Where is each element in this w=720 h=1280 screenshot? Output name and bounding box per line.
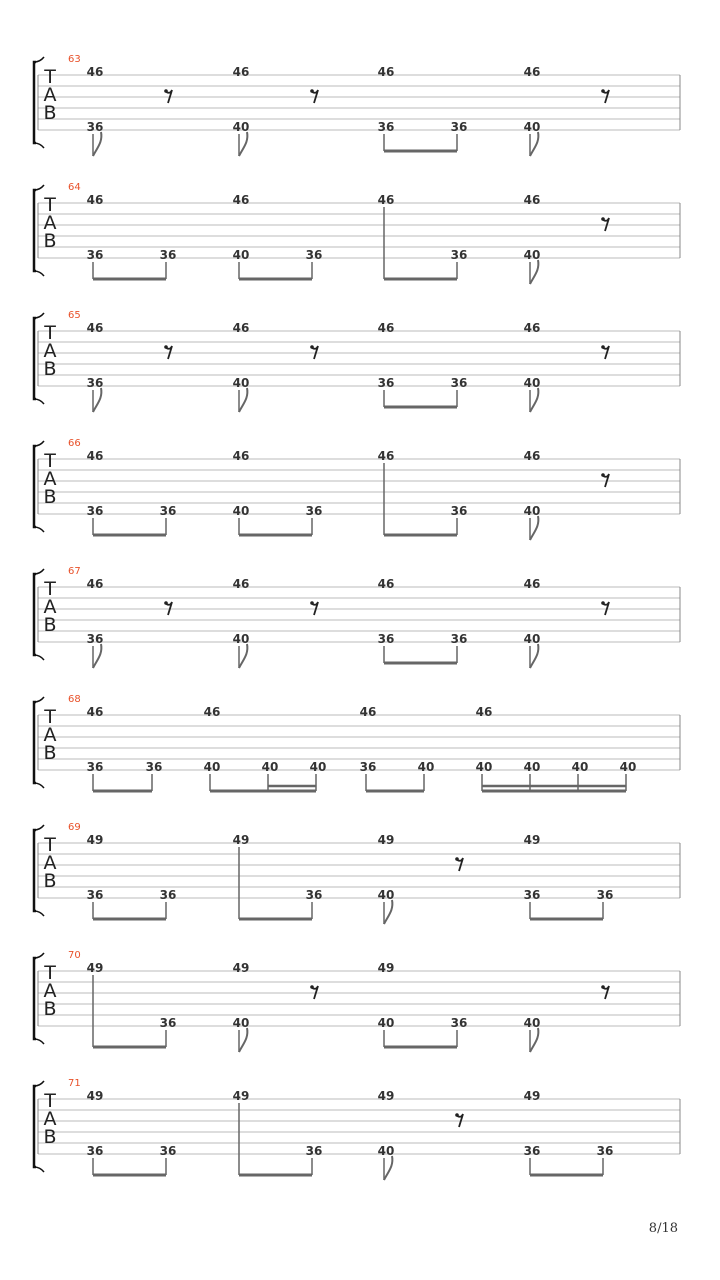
tab-clef-letter: B [43, 358, 57, 380]
fret-number: 40 [523, 504, 541, 518]
tab-system-69 [34, 822, 680, 924]
fret-number: 46 [86, 321, 104, 335]
bracket-top-hook [34, 697, 44, 702]
fret-number: 40 [523, 120, 541, 134]
system-bracket [34, 702, 36, 783]
bracket-top-hook [34, 953, 44, 958]
measure-number: 68 [68, 694, 81, 705]
fret-number: 46 [203, 705, 221, 719]
tab-clef-letter: T [44, 578, 56, 600]
tab-clef-letter: A [43, 852, 57, 874]
fret-number: 49 [86, 1089, 104, 1103]
tab-clef-letter: B [43, 230, 57, 252]
tab-clef-letter: A [43, 212, 57, 234]
measure-number: 69 [68, 822, 81, 833]
tab-clef-letter: A [43, 1108, 57, 1130]
measure-number: 67 [68, 566, 81, 577]
rest-dot [310, 985, 314, 989]
fret-number: 49 [86, 833, 104, 847]
system-bracket [34, 958, 36, 1039]
fret-number: 46 [523, 193, 541, 207]
system-bracket [34, 830, 36, 911]
tab-system-71 [34, 1078, 680, 1180]
tab-clef-letter: A [43, 980, 57, 1002]
fret-number: 40 [232, 248, 250, 262]
fret-number: 36 [159, 1144, 177, 1158]
bracket-top-hook [34, 313, 44, 318]
note-flag [239, 644, 247, 668]
note-flag [530, 388, 538, 412]
tab-clef-letter: T [44, 66, 56, 88]
fret-number: 40 [203, 760, 221, 774]
fret-number: 40 [232, 504, 250, 518]
fret-number: 49 [232, 961, 250, 975]
fret-number: 46 [377, 321, 395, 335]
rest-dot [601, 89, 605, 93]
measure-number: 66 [68, 438, 81, 449]
tab-clef-letter: A [43, 596, 57, 618]
fret-number: 46 [523, 577, 541, 591]
note-flag [239, 1028, 247, 1052]
fret-number: 36 [596, 888, 614, 902]
tab-system-68 [34, 694, 680, 791]
fret-number: 36 [523, 1144, 541, 1158]
system-bracket [34, 318, 36, 399]
note-flag [239, 132, 247, 156]
tab-clef-letter: B [43, 1126, 57, 1148]
fret-number: 40 [232, 376, 250, 390]
system-bracket [34, 1086, 36, 1167]
tab-clef-letter: T [44, 450, 56, 472]
fret-number: 36 [145, 760, 163, 774]
fret-number: 36 [159, 248, 177, 262]
fret-number: 46 [475, 705, 493, 719]
fret-number: 36 [86, 760, 104, 774]
tab-system-65 [34, 310, 680, 412]
fret-number: 40 [232, 632, 250, 646]
fret-number: 36 [305, 1144, 323, 1158]
fret-number: 36 [377, 632, 395, 646]
fret-number: 36 [450, 632, 468, 646]
measure-number: 65 [68, 310, 81, 321]
tab-clef-letter: B [43, 742, 57, 764]
note-flag [530, 132, 538, 156]
bracket-bottom-hook [34, 783, 44, 788]
tab-clef-letter: B [43, 998, 57, 1020]
bracket-bottom-hook [34, 911, 44, 916]
fret-number: 40 [619, 760, 637, 774]
tab-clef-letter: T [44, 322, 56, 344]
fret-number: 46 [377, 193, 395, 207]
tab-clef-letter: A [43, 84, 57, 106]
fret-number: 49 [377, 1089, 395, 1103]
rest-dot [601, 601, 605, 605]
bracket-bottom-hook [34, 143, 44, 148]
measure-number: 70 [68, 950, 81, 961]
note-flag [93, 132, 101, 156]
fret-number: 36 [159, 888, 177, 902]
fret-number: 36 [86, 888, 104, 902]
rest-dot [164, 89, 168, 93]
fret-number: 46 [86, 705, 104, 719]
note-flag [530, 260, 538, 284]
fret-number: 40 [232, 120, 250, 134]
rest-dot [310, 601, 314, 605]
fret-number: 36 [86, 504, 104, 518]
rest-dot [601, 473, 605, 477]
bracket-top-hook [34, 441, 44, 446]
tab-clef-letter: B [43, 614, 57, 636]
fret-number: 36 [450, 248, 468, 262]
fret-number: 40 [377, 1016, 395, 1030]
bracket-bottom-hook [34, 399, 44, 404]
fret-number: 46 [232, 65, 250, 79]
fret-number: 36 [450, 504, 468, 518]
fret-number: 36 [159, 504, 177, 518]
fret-number: 46 [232, 577, 250, 591]
rest-dot [164, 345, 168, 349]
fret-number: 36 [305, 248, 323, 262]
measure-number: 71 [68, 1078, 81, 1089]
fret-number: 46 [86, 577, 104, 591]
fret-number: 49 [86, 961, 104, 975]
fret-number: 46 [523, 449, 541, 463]
tab-clef-letter: T [44, 194, 56, 216]
tab-clef-letter: B [43, 102, 57, 124]
tab-clef-letter: B [43, 870, 57, 892]
fret-number: 36 [377, 376, 395, 390]
fret-number: 49 [232, 833, 250, 847]
fret-number: 36 [86, 1144, 104, 1158]
tab-system-70 [34, 950, 680, 1052]
note-flag [384, 1156, 392, 1180]
bracket-bottom-hook [34, 527, 44, 532]
fret-number: 36 [359, 760, 377, 774]
fret-number: 40 [377, 888, 395, 902]
fret-number: 46 [377, 577, 395, 591]
tab-system-67 [34, 566, 680, 668]
fret-number: 46 [523, 321, 541, 335]
tab-clef-letter: A [43, 340, 57, 362]
tab-clef-letter: T [44, 706, 56, 728]
rest-dot [601, 345, 605, 349]
tab-clef-letter: A [43, 468, 57, 490]
fret-number: 49 [523, 833, 541, 847]
bracket-bottom-hook [34, 271, 44, 276]
fret-number: 46 [232, 449, 250, 463]
fret-number: 40 [523, 376, 541, 390]
fret-number: 40 [377, 1144, 395, 1158]
fret-number: 36 [450, 1016, 468, 1030]
fret-number: 40 [523, 632, 541, 646]
bracket-bottom-hook [34, 1167, 44, 1172]
fret-number: 40 [309, 760, 327, 774]
tab-clef-letter: T [44, 834, 56, 856]
bracket-top-hook [34, 569, 44, 574]
fret-number: 36 [86, 632, 104, 646]
tab-clef-letter: T [44, 1090, 56, 1112]
note-flag [384, 900, 392, 924]
note-flag [93, 388, 101, 412]
tab-system-66 [34, 438, 680, 540]
fret-number: 46 [377, 65, 395, 79]
bracket-bottom-hook [34, 1039, 44, 1044]
fret-number: 40 [523, 248, 541, 262]
fret-number: 40 [523, 1016, 541, 1030]
fret-number: 40 [571, 760, 589, 774]
fret-number: 36 [86, 248, 104, 262]
fret-number: 40 [232, 1016, 250, 1030]
note-flag [239, 388, 247, 412]
rest-dot [601, 217, 605, 221]
system-bracket [34, 446, 36, 527]
fret-number: 40 [261, 760, 279, 774]
bracket-top-hook [34, 57, 44, 62]
fret-number: 49 [377, 833, 395, 847]
note-flag [93, 644, 101, 668]
fret-number: 36 [305, 888, 323, 902]
system-bracket [34, 574, 36, 655]
bracket-top-hook [34, 825, 44, 830]
fret-number: 36 [596, 1144, 614, 1158]
fret-number: 46 [86, 65, 104, 79]
fret-number: 46 [232, 193, 250, 207]
rest-dot [310, 89, 314, 93]
fret-number: 46 [86, 449, 104, 463]
fret-number: 46 [232, 321, 250, 335]
fret-number: 36 [159, 1016, 177, 1030]
fret-number: 40 [417, 760, 435, 774]
fret-number: 36 [86, 376, 104, 390]
fret-number: 46 [523, 65, 541, 79]
fret-number: 36 [450, 120, 468, 134]
tab-clef-letter: A [43, 724, 57, 746]
tab-clef-letter: T [44, 962, 56, 984]
bracket-top-hook [34, 185, 44, 190]
fret-number: 46 [359, 705, 377, 719]
fret-number: 40 [475, 760, 493, 774]
fret-number: 36 [523, 888, 541, 902]
fret-number: 49 [232, 1089, 250, 1103]
rest-dot [455, 857, 459, 861]
fret-number: 36 [450, 376, 468, 390]
fret-number: 49 [523, 1089, 541, 1103]
tab-system-64 [34, 182, 680, 284]
fret-number: 36 [305, 504, 323, 518]
measure-number: 63 [68, 54, 81, 65]
fret-number: 36 [86, 120, 104, 134]
system-bracket [34, 62, 36, 143]
fret-number: 46 [86, 193, 104, 207]
rest-dot [164, 601, 168, 605]
fret-number: 46 [377, 449, 395, 463]
fret-number: 49 [377, 961, 395, 975]
page-number: 8/18 [648, 1221, 678, 1236]
tab-system-63 [34, 54, 680, 156]
bracket-top-hook [34, 1081, 44, 1086]
rest-dot [455, 1113, 459, 1117]
bracket-bottom-hook [34, 655, 44, 660]
note-flag [530, 644, 538, 668]
fret-number: 40 [523, 760, 541, 774]
measure-number: 64 [68, 182, 81, 193]
rest-dot [310, 345, 314, 349]
rest-dot [601, 985, 605, 989]
note-flag [530, 516, 538, 540]
note-flag [530, 1028, 538, 1052]
fret-number: 36 [377, 120, 395, 134]
system-bracket [34, 190, 36, 271]
tab-clef-letter: B [43, 486, 57, 508]
